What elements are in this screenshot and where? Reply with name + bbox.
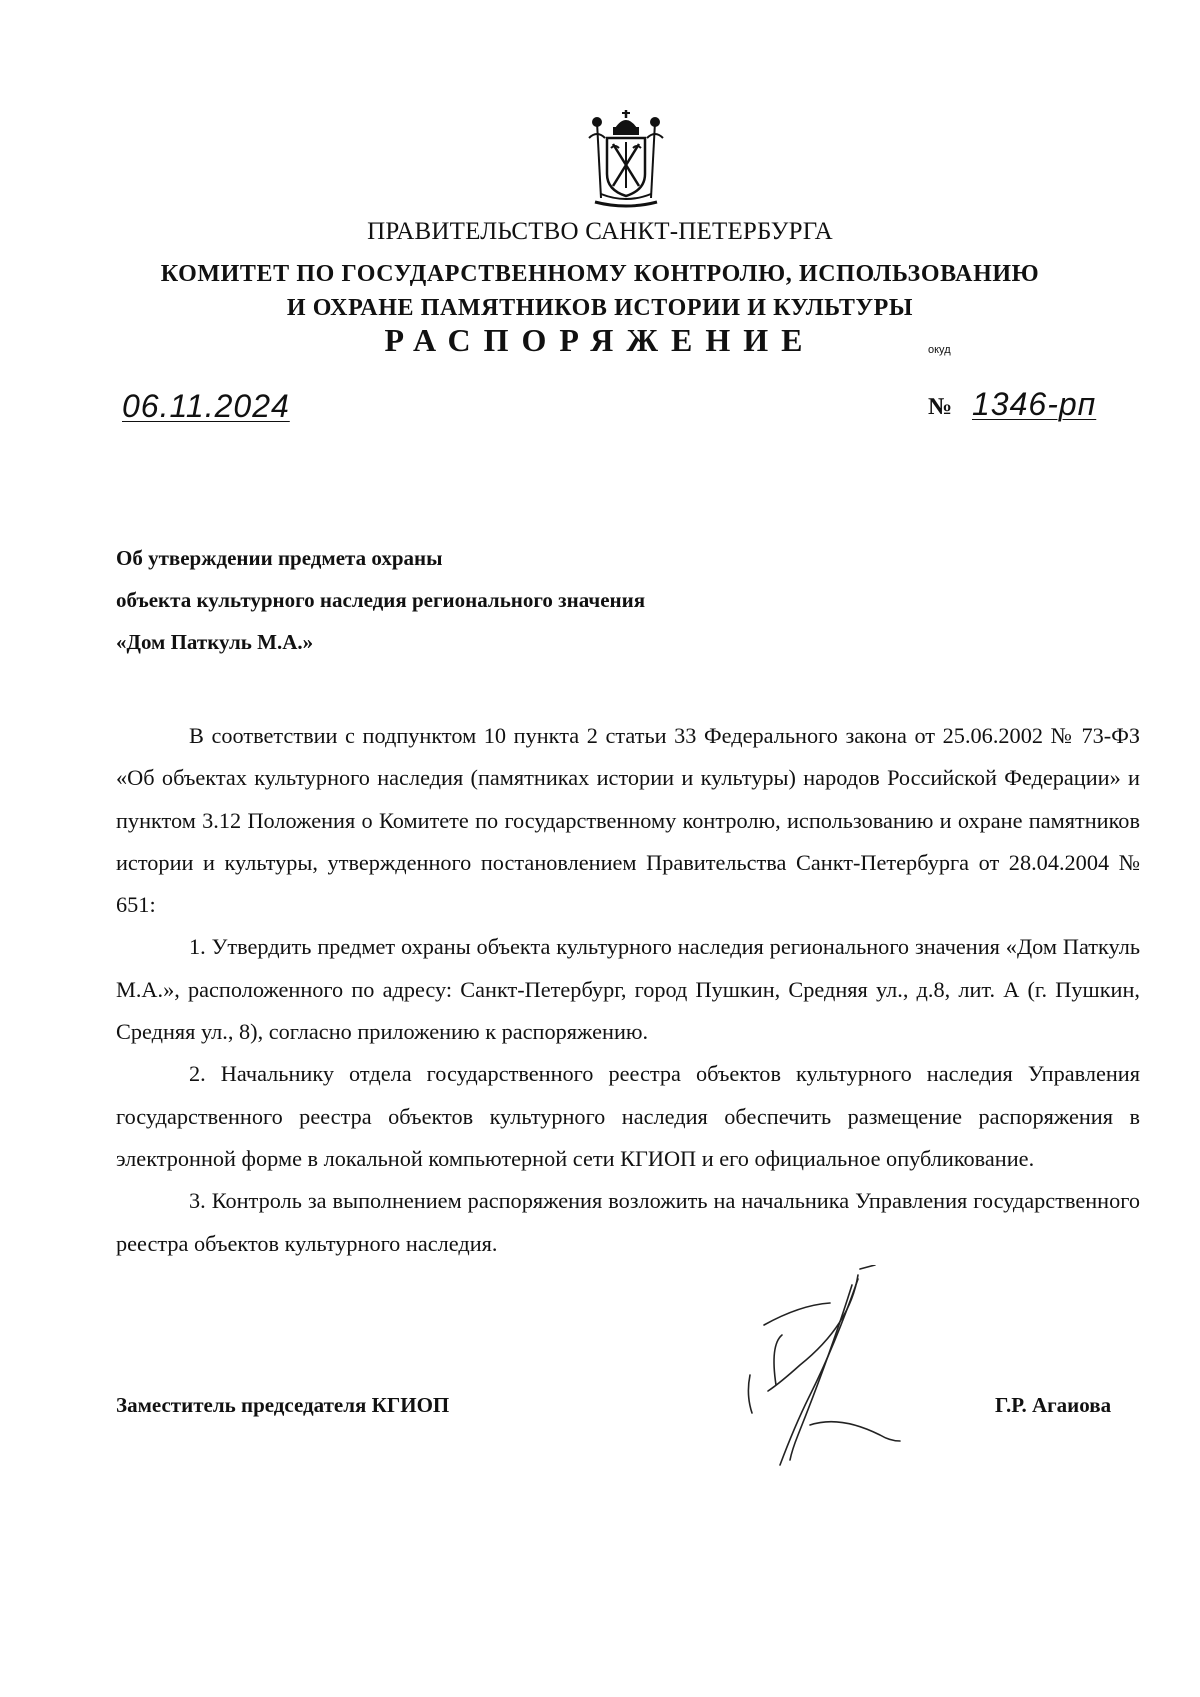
document-body: [116, 715, 1140, 1265]
document-number: 1346-рп: [972, 386, 1097, 422]
committee-name-line2: И ОХРАНЕ ПАМЯТНИКОВ ИСТОРИИ И КУЛЬТУРЫ: [286, 295, 914, 321]
handwritten-signature: [740, 1265, 940, 1480]
document-number-label: №: [928, 394, 953, 420]
coat-of-arms-icon: [585, 108, 667, 210]
subject-line2: объекта культурного наследия регионального значения: [116, 588, 646, 612]
item-3-paragraph: 3. Контроль за выполнением распоряжения возложить на начальника Управления государственного реестра объектов культурного наследия.: [116, 1188, 1140, 1256]
committee-name-line1: КОМИТЕТ ПО ГОСУДАРСТВЕННОМУ КОНТРОЛЮ, ИСПОЛЬЗОВАНИЮ: [160, 261, 1040, 287]
signatory-name: Г.Р. Агаиова: [995, 1393, 1112, 1417]
committee-name: [0, 257, 1200, 325]
signatory-position: Заместитель председателя КГИОП: [116, 1393, 450, 1417]
okud-label: окуд: [928, 344, 951, 356]
item-1-paragraph: 1. Утвердить предмет охраны объекта культурного наследия регионального значения «Дом Паткуль М.А.», расположенного по адресу: Санкт-Петербург, город Пушкин, Средняя ул., д.8, лит. А (г. Пушкин, Средняя ул., 8), согласно приложению к распоряжению.: [116, 934, 1140, 1045]
document-type: РАСПОРЯЖЕНИЕ: [384, 322, 816, 358]
subject-line1: Об утверждении предмета охраны: [116, 546, 443, 570]
document-date: 06.11.2024: [122, 388, 290, 424]
government-name: ПРАВИТЕЛЬСТВО САНКТ-ПЕТЕРБУРГА: [367, 218, 833, 245]
preamble-paragraph: В соответствии с подпунктом 10 пункта 2 статьи 33 Федерального закона от 25.06.2002 № 73-ФЗ «Об объектах культурного наследия (памятниках истории и культуры) народов Российской Федерации» и пунктом 3.12 Положения о Комитете по государственному контролю, использованию и охране памятников истории и культуры, утвержденного постановлением Правительства Санкт-Петербурга от 28.04.2004 № 651:: [116, 723, 1140, 918]
document-subject: [116, 537, 645, 663]
item-2-paragraph: 2. Начальнику отдела государственного реестра объектов культурного наследия Управления государственного реестра объектов культурного наследия обеспечить размещение распоряжения в электронной форме в локальной компьютерной сети КГИОП и его официальное опубликование.: [116, 1061, 1140, 1171]
subject-line3: «Дом Паткуль М.А.»: [116, 630, 314, 654]
